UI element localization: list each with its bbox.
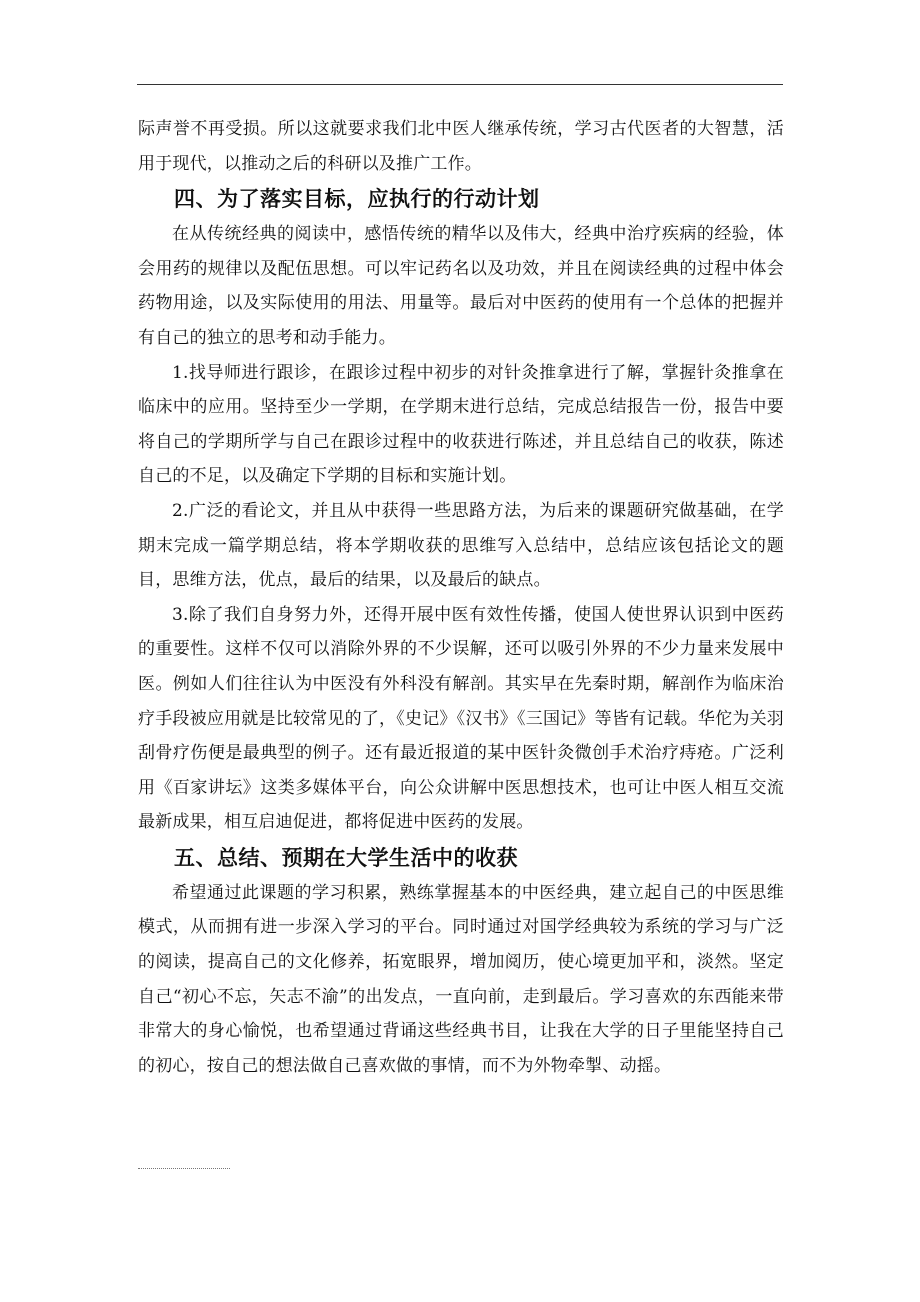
paragraph-continuation: 际声誉不再受损。所以这就要求我们北中医人继承传统，学习古代医者的大智慧，活用于现代，以推动之后的科研以及推广工作。 <box>138 119 784 174</box>
paragraph-plan-item-3: 3.除了我们自身努力外，还得开展中医有效性传播，使国人使世界认识到中医药的重要性。这样不仅可以消除外界的不少误解，还可以吸引外界的不少力量来发展中医。例如人们往往认为中医没有外科没有解剖。其实早在先秦时期，解剖作为临床治疗手段被应用就是比较常见的了，《史记》《汉书》《三国记》等皆有记载。华佗为关羽刮骨疗伤便是最典型的例子。还有最近报道的某中医针灸微创手术治疗痔疮。广泛利用《百家讲坛》这类多媒体平台，向公众讲解中医思想技术，也可让中医人相互交流最新成果，相互启迪促进，都将促进中医药的发展。 <box>138 604 784 833</box>
paragraph-plan-item-2: 2.广泛的看论文，并且从中获得一些思路方法，为后来的课题研究做基础，在学期末完成一篇学期总结，将本学期收获的思维写入总结中，总结应该包括论文的题目，思维方法，优点，最后的结果，以及最后的缺点。 <box>138 500 784 591</box>
paragraph-plan-item-1: 1.找导师进行跟诊，在跟诊过程中初步的对针灸推拿进行了解，掌握针灸推拿在临床中的应用。坚持至少一学期，在学期末进行总结，完成总结报告一份，报告中要将自己的学期所学与自己在跟诊过程中的收获进行陈述，并且总结自己的收获，陈述自己的不足，以及确定下学期的目标和实施计划。 <box>138 362 784 487</box>
section-heading-4: 四、为了落实目标，应执行的行动计划 <box>174 187 540 212</box>
header-rule <box>137 84 783 85</box>
paragraph-summary: 希望通过此课题的学习积累，熟练掌握基本的中医经典，建立起自己的中医思维模式，从而拥有进一步深入学习的平台。同时通过对国学经典较为系统的学习与广泛的阅读，提高自己的文化修养，拓宽眼界，增加阅历，使心境更加平和，淡然。坚定自己“初心不忘，矢志不渝”的出发点，一直向前，走到最后。学习喜欢的东西能来带非常大的身心愉悦，也希望通过背诵这些经典书目，让我在大学的日子里能坚持自己的初心，按自己的想法做自己喜欢做的事情，而不为外物牵掣、动摇。 <box>138 882 784 1076</box>
section-heading-5: 五、总结、预期在大学生活中的收获 <box>174 845 518 870</box>
paragraph-classics-reading: 在从传统经典的阅读中，感悟传统的精华以及伟大，经典中治疗疾病的经验，体会用药的规律以及配伍思想。可以牢记药名以及功效，并且在阅读经典的过程中体会药物用途，以及实际使用的用法、用量等。最后对中医药的使用有一个总体的把握并有自己的独立的思考和动手能力。 <box>138 224 784 348</box>
document-body <box>138 112 784 1083</box>
footer-dotted-rule <box>138 1168 230 1169</box>
